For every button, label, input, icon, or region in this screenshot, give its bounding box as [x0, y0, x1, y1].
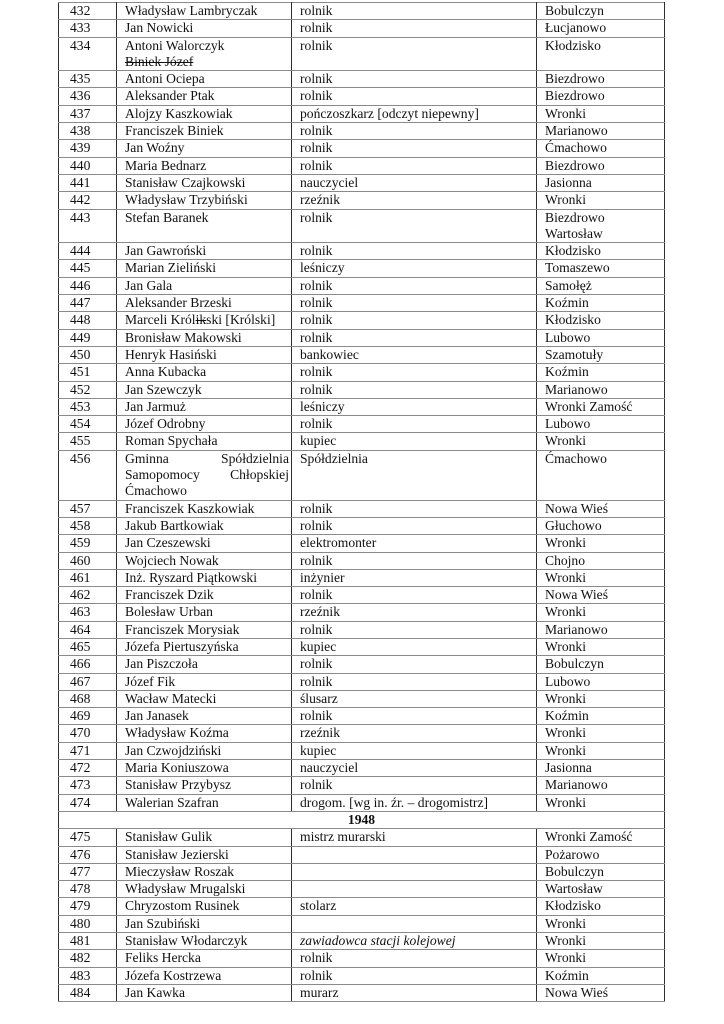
- cell-place: Bobulczyn: [537, 863, 665, 880]
- cell-place: Wronki: [537, 604, 665, 621]
- table-row: [59, 915, 665, 932]
- cell-name: Jan Jarmuż: [117, 398, 292, 415]
- cell-occupation: rolnik: [292, 37, 537, 71]
- cell-number: 447: [59, 295, 117, 312]
- table-row: [59, 587, 665, 604]
- cell-number: 457: [59, 500, 117, 517]
- struck-text: Biniek Józef: [125, 53, 194, 69]
- cell-occupation: rolnik: [292, 656, 537, 673]
- cell-place: Wronki: [537, 535, 665, 552]
- cell-occupation: rolnik: [292, 416, 537, 433]
- cell-name: Jan Woźny: [117, 140, 292, 157]
- cell-name: Marian Zieliński: [117, 260, 292, 277]
- cell-name: Jan Gawroński: [117, 243, 292, 260]
- cell-occupation: murarz: [292, 984, 537, 1001]
- cell-place: Wronki: [537, 105, 665, 122]
- table-row: [59, 898, 665, 915]
- cell-place: Koźmin: [537, 708, 665, 725]
- text-line: Gminna Spółdzielnia: [125, 450, 289, 466]
- cell-occupation: rolnik: [292, 381, 537, 398]
- cell-place: Wronki: [537, 794, 665, 811]
- text-segment: Marceli Król: [125, 312, 196, 328]
- table-row: [59, 295, 665, 312]
- cell-place: Bobulczyn: [537, 3, 665, 20]
- cell-place: Wartosław: [537, 881, 665, 898]
- cell-name: Jan Janasek: [117, 708, 292, 725]
- cell-occupation: bankowiec: [292, 346, 537, 363]
- cell-place: Łucjanowo: [537, 20, 665, 37]
- cell-name: Aleksander Ptak: [117, 88, 292, 105]
- cell-occupation: stolarz: [292, 898, 537, 915]
- year-section-row: [59, 811, 665, 828]
- cell-name: Jan Czeszewski: [117, 535, 292, 552]
- cell-occupation: rolnik: [292, 621, 537, 638]
- cell-place: Wronki: [537, 192, 665, 209]
- cell-place: Nowa Wieś: [537, 587, 665, 604]
- cell-name: Alojzy Kaszkowiak: [117, 105, 292, 122]
- cell-occupation: mistrz murarski: [292, 829, 537, 846]
- cell-name: Józefa Kostrzewa: [117, 967, 292, 984]
- cell-number: 440: [59, 157, 117, 174]
- cell-number: 446: [59, 277, 117, 294]
- cell-name: Józef Odrobny: [117, 416, 292, 433]
- table-row: [59, 174, 665, 191]
- cell-place: Chojno: [537, 552, 665, 569]
- cell-occupation: rolnik: [292, 71, 537, 88]
- cell-number: 443: [59, 209, 117, 243]
- cell-place: Jasionna: [537, 760, 665, 777]
- table-row: [59, 416, 665, 433]
- cell-name: Aleksander Brzeski: [117, 295, 292, 312]
- cell-name: Inż. Ryszard Piątkowski: [117, 569, 292, 586]
- cell-occupation: drogom. [wg in. źr. – drogomistrz]: [292, 794, 537, 811]
- cell-name: Władysław Trzybiński: [117, 192, 292, 209]
- cell-name: Stanisław Czajkowski: [117, 174, 292, 191]
- cell-place: Jasionna: [537, 174, 665, 191]
- table-row: [59, 794, 665, 811]
- table-row: [59, 881, 665, 898]
- cell-number: 482: [59, 950, 117, 967]
- table-row: [59, 552, 665, 569]
- cell-place: Wronki Zamość: [537, 829, 665, 846]
- cell-name: Józef Fik: [117, 673, 292, 690]
- cell-place: Koźmin: [537, 364, 665, 381]
- cell-name: Jan Nowicki: [117, 20, 292, 37]
- table-row: [59, 984, 665, 1001]
- cell-name: Walerian Szafran: [117, 794, 292, 811]
- cell-occupation: rolnik: [292, 295, 537, 312]
- registry-table: [58, 2, 665, 1002]
- table-row: [59, 192, 665, 209]
- cell-number: 471: [59, 742, 117, 759]
- cell-place: Wronki: [537, 690, 665, 707]
- cell-occupation: rolnik: [292, 209, 537, 243]
- cell-occupation: rolnik: [292, 140, 537, 157]
- cell-occupation: nauczyciel: [292, 174, 537, 191]
- text-segment: ski [Królski]: [206, 312, 276, 328]
- text-line: Antoni Walorczyk: [125, 37, 225, 53]
- cell-name: [117, 37, 292, 71]
- cell-occupation: inżynier: [292, 569, 537, 586]
- cell-place: Lubowo: [537, 329, 665, 346]
- cell-number: 454: [59, 416, 117, 433]
- cell-name: Franciszek Biniek: [117, 123, 292, 140]
- cell-place: Marianowo: [537, 381, 665, 398]
- cell-occupation: [292, 863, 537, 880]
- cell-place: Tomaszewo: [537, 260, 665, 277]
- cell-name: Stefan Baranek: [117, 209, 292, 243]
- cell-name: Jan Kawka: [117, 984, 292, 1001]
- cell-place: Wronki: [537, 725, 665, 742]
- cell-name: Władysław Mrugalski: [117, 881, 292, 898]
- text-line: Biezdrowo: [545, 209, 605, 225]
- cell-occupation: rolnik: [292, 243, 537, 260]
- cell-number: 484: [59, 984, 117, 1001]
- table-row: [59, 846, 665, 863]
- cell-occupation: zawiadowca stacji kolejowej: [292, 933, 537, 950]
- cell-place: Nowa Wieś: [537, 500, 665, 517]
- cell-occupation: rolnik: [292, 329, 537, 346]
- cell-number: 432: [59, 3, 117, 20]
- cell-occupation: rolnik: [292, 277, 537, 294]
- table-row: [59, 3, 665, 20]
- table-row: [59, 260, 665, 277]
- cell-number: 481: [59, 933, 117, 950]
- cell-number: 453: [59, 398, 117, 415]
- table-row: [59, 950, 665, 967]
- cell-name: Wojciech Nowak: [117, 552, 292, 569]
- cell-place: Bobulczyn: [537, 656, 665, 673]
- cell-occupation: kupiec: [292, 638, 537, 655]
- cell-place: Wronki: [537, 915, 665, 932]
- struck-text: ik: [195, 312, 207, 328]
- cell-name: Stanisław Przybysz: [117, 777, 292, 794]
- table-row: [59, 933, 665, 950]
- cell-number: 461: [59, 569, 117, 586]
- table-row: [59, 500, 665, 517]
- cell-number: 474: [59, 794, 117, 811]
- cell-number: 445: [59, 260, 117, 277]
- cell-number: 483: [59, 967, 117, 984]
- cell-number: 451: [59, 364, 117, 381]
- cell-name: Jakub Bartkowiak: [117, 517, 292, 534]
- cell-name: [117, 450, 292, 500]
- cell-name: Anna Kubacka: [117, 364, 292, 381]
- table-row: [59, 88, 665, 105]
- text-line: Samopomocy Chłopskiej: [125, 467, 289, 483]
- cell-occupation: rolnik: [292, 517, 537, 534]
- cell-number: 477: [59, 863, 117, 880]
- cell-place: [537, 209, 665, 243]
- cell-place: Biezdrowo: [537, 157, 665, 174]
- cell-occupation: rolnik: [292, 20, 537, 37]
- table-row: [59, 829, 665, 846]
- cell-place: Lubowo: [537, 673, 665, 690]
- cell-place: Kłodzisko: [537, 312, 665, 329]
- cell-number: 438: [59, 123, 117, 140]
- text-line: Wartosław: [545, 225, 603, 241]
- cell-number: 444: [59, 243, 117, 260]
- cell-number: 456: [59, 450, 117, 500]
- cell-occupation: rolnik: [292, 500, 537, 517]
- table-row: [59, 863, 665, 880]
- cell-place: Ćmachowo: [537, 450, 665, 500]
- cell-occupation: Spółdzielnia: [292, 450, 537, 500]
- cell-name: Jan Czwojdziński: [117, 742, 292, 759]
- table-body: [59, 3, 665, 1002]
- cell-occupation: rolnik: [292, 552, 537, 569]
- cell-place: Głuchowo: [537, 517, 665, 534]
- cell-number: 467: [59, 673, 117, 690]
- table-row: [59, 742, 665, 759]
- table-row: [59, 20, 665, 37]
- table-row: [59, 673, 665, 690]
- table-row: [59, 381, 665, 398]
- table-row: [59, 398, 665, 415]
- cell-occupation: rolnik: [292, 587, 537, 604]
- table-row: [59, 105, 665, 122]
- cell-place: Wronki Zamość: [537, 398, 665, 415]
- cell-number: 459: [59, 535, 117, 552]
- cell-occupation: rolnik: [292, 3, 537, 20]
- table-row: [59, 123, 665, 140]
- cell-place: Marianowo: [537, 123, 665, 140]
- table-row: [59, 777, 665, 794]
- cell-occupation: rolnik: [292, 950, 537, 967]
- cell-place: Kłodzisko: [537, 898, 665, 915]
- cell-number: 437: [59, 105, 117, 122]
- cell-name: Stanisław Włodarczyk: [117, 933, 292, 950]
- cell-name: Chryzostom Rusinek: [117, 898, 292, 915]
- cell-occupation: kupiec: [292, 433, 537, 450]
- cell-occupation: [292, 846, 537, 863]
- table-row: [59, 157, 665, 174]
- cell-name: Mieczysław Roszak: [117, 863, 292, 880]
- cell-occupation: leśniczy: [292, 398, 537, 415]
- year-section-label: 1948: [59, 811, 665, 828]
- cell-name: Henryk Hasiński: [117, 346, 292, 363]
- cell-place: Wronki: [537, 569, 665, 586]
- cell-number: 450: [59, 346, 117, 363]
- cell-number: 436: [59, 88, 117, 105]
- cell-occupation: rolnik: [292, 777, 537, 794]
- cell-occupation: [292, 915, 537, 932]
- cell-occupation: rolnik: [292, 708, 537, 725]
- cell-occupation: ślusarz: [292, 690, 537, 707]
- text-line: Ćmachowo: [125, 483, 187, 499]
- cell-name: Feliks Hercka: [117, 950, 292, 967]
- cell-number: 472: [59, 760, 117, 777]
- cell-occupation: rolnik: [292, 364, 537, 381]
- cell-place: Nowa Wieś: [537, 984, 665, 1001]
- cell-place: Koźmin: [537, 295, 665, 312]
- cell-occupation: kupiec: [292, 742, 537, 759]
- table-row: [59, 364, 665, 381]
- table-row: [59, 140, 665, 157]
- cell-name: Franciszek Morysiak: [117, 621, 292, 638]
- cell-name: Bolesław Urban: [117, 604, 292, 621]
- cell-name: Jan Szewczyk: [117, 381, 292, 398]
- cell-place: Biezdrowo: [537, 71, 665, 88]
- table-row: [59, 725, 665, 742]
- cell-name: Stanisław Jezierski: [117, 846, 292, 863]
- cell-number: 470: [59, 725, 117, 742]
- cell-place: Wronki: [537, 742, 665, 759]
- cell-place: Ćmachowo: [537, 140, 665, 157]
- cell-place: Kłodzisko: [537, 37, 665, 71]
- cell-name: Franciszek Dzik: [117, 587, 292, 604]
- cell-place: Samołęż: [537, 277, 665, 294]
- cell-number: 478: [59, 881, 117, 898]
- cell-place: Pożarowo: [537, 846, 665, 863]
- table-row: [59, 329, 665, 346]
- table-row: [59, 312, 665, 329]
- cell-name: Jan Szubiński: [117, 915, 292, 932]
- table-row: [59, 638, 665, 655]
- cell-name: Józefa Piertuszyńska: [117, 638, 292, 655]
- cell-occupation: pończoszkarz [odczyt niepewny]: [292, 105, 537, 122]
- cell-name: Jan Gala: [117, 277, 292, 294]
- cell-number: 466: [59, 656, 117, 673]
- cell-place: Wronki: [537, 950, 665, 967]
- cell-name: Władysław Koźma: [117, 725, 292, 742]
- cell-number: 473: [59, 777, 117, 794]
- table-row: [59, 569, 665, 586]
- cell-occupation: rzeźnik: [292, 725, 537, 742]
- cell-occupation: rzeźnik: [292, 192, 537, 209]
- cell-occupation: [292, 881, 537, 898]
- table-row: [59, 760, 665, 777]
- cell-number: 469: [59, 708, 117, 725]
- cell-number: 479: [59, 898, 117, 915]
- cell-number: 452: [59, 381, 117, 398]
- cell-number: 462: [59, 587, 117, 604]
- table-row: [59, 967, 665, 984]
- cell-name: Jan Piszczoła: [117, 656, 292, 673]
- table-row: [59, 450, 665, 500]
- cell-number: 434: [59, 37, 117, 71]
- cell-number: 476: [59, 846, 117, 863]
- cell-occupation: rolnik: [292, 312, 537, 329]
- cell-name: Roman Spychała: [117, 433, 292, 450]
- cell-name: Bronisław Makowski: [117, 329, 292, 346]
- cell-occupation: rolnik: [292, 673, 537, 690]
- table-row: [59, 277, 665, 294]
- cell-number: 449: [59, 329, 117, 346]
- cell-number: 439: [59, 140, 117, 157]
- cell-place: Wronki: [537, 433, 665, 450]
- cell-number: 455: [59, 433, 117, 450]
- cell-name: Stanisław Gulik: [117, 829, 292, 846]
- cell-name: Maria Bednarz: [117, 157, 292, 174]
- cell-occupation: leśniczy: [292, 260, 537, 277]
- cell-place: Lubowo: [537, 416, 665, 433]
- cell-place: Szamotuły: [537, 346, 665, 363]
- cell-number: 465: [59, 638, 117, 655]
- cell-occupation: rolnik: [292, 157, 537, 174]
- cell-number: 448: [59, 312, 117, 329]
- cell-occupation: rzeźnik: [292, 604, 537, 621]
- cell-number: 480: [59, 915, 117, 932]
- table-row: [59, 433, 665, 450]
- table-row: [59, 708, 665, 725]
- cell-occupation: rolnik: [292, 967, 537, 984]
- table-row: [59, 656, 665, 673]
- cell-place: Wronki: [537, 638, 665, 655]
- table-row: [59, 517, 665, 534]
- cell-number: 435: [59, 71, 117, 88]
- table-row: [59, 71, 665, 88]
- table-row: [59, 243, 665, 260]
- cell-place: Kłodzisko: [537, 243, 665, 260]
- cell-occupation: rolnik: [292, 88, 537, 105]
- cell-occupation: rolnik: [292, 123, 537, 140]
- cell-name: Franciszek Kaszkowiak: [117, 500, 292, 517]
- cell-number: 441: [59, 174, 117, 191]
- cell-place: Marianowo: [537, 777, 665, 794]
- table-row: [59, 37, 665, 71]
- table-row: [59, 621, 665, 638]
- cell-number: 475: [59, 829, 117, 846]
- cell-place: Biezdrowo: [537, 88, 665, 105]
- table-row: [59, 346, 665, 363]
- cell-number: 463: [59, 604, 117, 621]
- cell-number: 442: [59, 192, 117, 209]
- cell-number: 460: [59, 552, 117, 569]
- table-row: [59, 604, 665, 621]
- cell-place: Marianowo: [537, 621, 665, 638]
- cell-place: Wronki: [537, 933, 665, 950]
- cell-occupation: nauczyciel: [292, 760, 537, 777]
- cell-name: [117, 312, 292, 329]
- cell-name: Wacław Matecki: [117, 690, 292, 707]
- cell-name: Maria Koniuszowa: [117, 760, 292, 777]
- cell-occupation: elektromonter: [292, 535, 537, 552]
- cell-number: 433: [59, 20, 117, 37]
- table-row: [59, 209, 665, 243]
- cell-place: Koźmin: [537, 967, 665, 984]
- cell-number: 458: [59, 517, 117, 534]
- cell-number: 468: [59, 690, 117, 707]
- cell-name: Władysław Lambryczak: [117, 3, 292, 20]
- table-row: [59, 535, 665, 552]
- table-row: [59, 690, 665, 707]
- cell-name: Antoni Ociepa: [117, 71, 292, 88]
- cell-number: 464: [59, 621, 117, 638]
